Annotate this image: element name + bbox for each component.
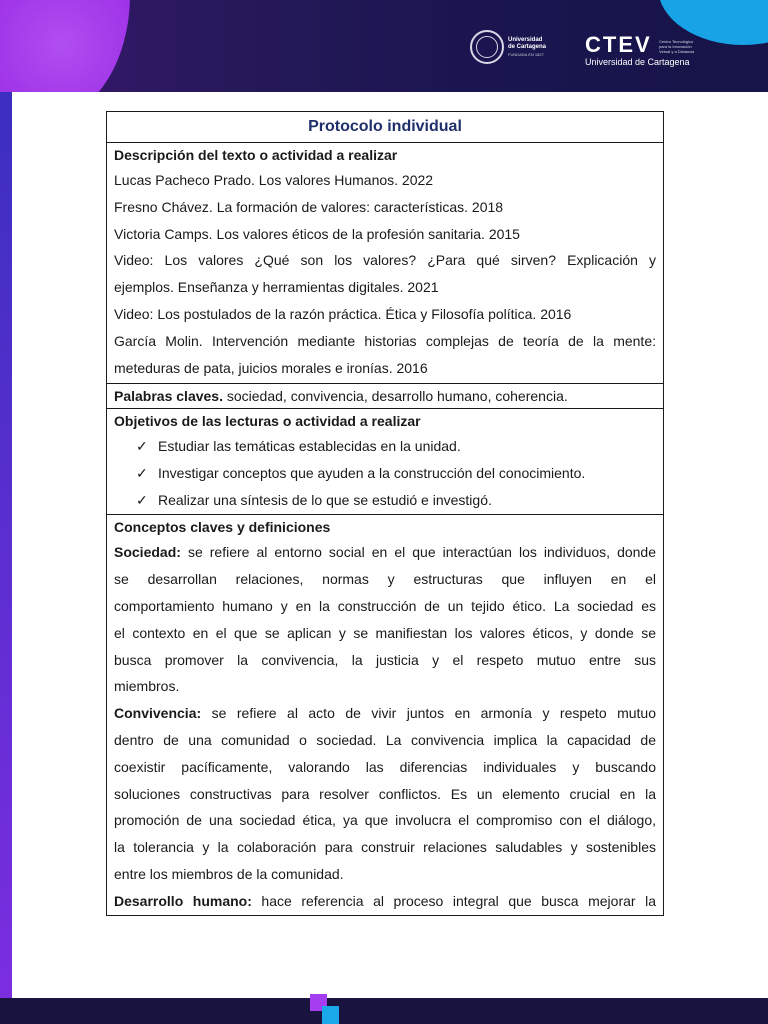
concept-line: Convivencia: se refiere al acto de vivir juntos en armonía y respeto mutuo [114,705,656,722]
concept-line: dentro de una comunidad o sociedad. La convivencia implica la capacidad de [114,731,656,748]
concept-line: promoción de una sociedad ética, ya que involucra el compromiso con el diálogo, [114,812,656,829]
objective-text: Investigar conceptos que ayuden a la construcción del conocimiento. [158,465,586,482]
title-row [107,112,663,142]
check-icon: ✓ [136,438,148,455]
objectives-section [107,408,663,514]
concepts-heading: Conceptos claves y definiciones [114,519,331,536]
list-item [136,487,656,514]
header-banner [0,0,768,92]
description-section [107,142,663,383]
footer-square-cyan [322,1006,339,1024]
description-line: García Molin. Intervención mediante historias complejas de teoría de la mente: [114,332,656,349]
concept-line: miembros. [114,678,180,695]
footer-bar [0,998,768,1024]
concepts-section [107,514,663,914]
description-line: meteduras de pata, juicios morales e ironías. 2016 [114,359,428,376]
udc-tagline: FUNDADA EN 1827 [508,51,544,57]
concept-line: soluciones constructivas para resolver conflictos. Es un elemento crucial en la [114,785,656,802]
concept-line: la tolerancia y la colaboración para construir relaciones saludables y sostenibles [114,839,656,856]
check-icon: ✓ [136,492,148,509]
ctev-logo [585,32,695,68]
udc-name-line1: Universidad [508,36,543,43]
left-accent-bar [0,92,12,998]
concept-line: entre los miembros de la comunidad. [114,865,344,882]
universidad-logo [470,30,546,64]
check-icon: ✓ [136,465,148,482]
seal-icon [470,30,504,64]
description-line: ejemplos. Enseñanza y herramientas digitales. 2021 [114,279,439,296]
protocol-table [106,111,664,916]
concept-line: comportamiento humano y en la construcción de un tejido ético. La sociedad es [114,597,656,614]
ctev-tagline: Centro Tecnológico para la Innovación Virtual y a Distancia [659,39,695,54]
concept-line: Sociedad: se refiere al entorno social en el que interactúan los individuos, donde [114,544,656,561]
objectives-list [114,433,656,514]
document-title: Protocolo individual [308,118,462,135]
concept-line: busca promover la convivencia, la justicia y el respeto mutuo entre sus [114,651,656,668]
concept-line: el contexto en el que se aplican y se manifiestan los valores éticos, y donde se [114,624,656,641]
objective-text: Estudiar las temáticas establecidas en la unidad. [158,438,461,455]
concept-line: se desarrollan relaciones, normas y estructuras que influyen en el [114,571,656,588]
objectives-heading: Objetivos de las lecturas o actividad a realizar [114,413,421,430]
concept-term-sociedad: Sociedad: [114,544,181,561]
list-item [136,460,656,487]
description-heading: Descripción del texto o actividad a realizar [114,147,398,163]
ctev-subtitle: Universidad de Cartagena [585,57,690,67]
concept-term-desarrollo: Desarrollo humano: [114,892,252,909]
concept-line: coexistir pacíficamente, valorando las diferencias individuales y buscando [114,758,656,775]
description-line: Fresno Chávez. La formación de valores: características. 2018 [114,198,504,215]
description-line: Video: Los valores ¿Qué son los valores? ¿Para qué sirven? Explicación y [114,252,656,269]
list-item [136,433,656,460]
description-line: Victoria Camps. Los valores éticos de la profesión sanitaria. 2015 [114,225,520,242]
udc-name-line2: de Cartagena [508,43,547,50]
ctev-name: CTEV [585,32,652,57]
description-line: Lucas Pacheco Prado. Los valores Humanos. 2022 [114,172,434,188]
objective-text: Realizar una síntesis de lo que se estudió e investigó. [158,492,492,509]
purple-decoration [0,0,130,92]
keywords-section [107,383,663,408]
keywords-text: sociedad, convivencia, desarrollo humano, coherencia. [222,388,568,405]
keywords-label: Palabras claves. [114,388,223,405]
concept-line: Desarrollo humano: hace referencia al proceso integral que busca mejorar la [114,892,656,909]
description-line: Video: Los postulados de la razón práctica. Ética y Filosofía política. 2016 [114,305,572,322]
concept-term-convivencia: Convivencia: [114,705,202,722]
